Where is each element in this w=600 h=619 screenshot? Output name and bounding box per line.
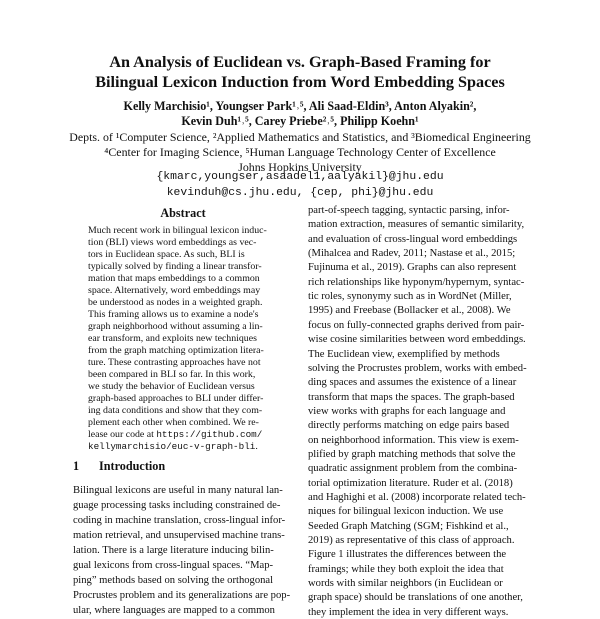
abstract-code-line: [88, 429, 278, 441]
body-line: they implement the idea in very different ways.: [308, 606, 509, 618]
abstract-line: we study the behavior of Euclidean versus: [88, 381, 255, 392]
abstract-line: ear transform, and exploits new techniques: [88, 333, 257, 344]
abstract-line: be understood as nodes in a weighted graph.: [88, 297, 263, 308]
body-line: niques for bilingual lexicon induction. We use: [308, 506, 504, 518]
abstract-line: Much recent work in bilingual lexicon induc-: [88, 225, 267, 236]
body-line: transform that maps the spaces. The graph-based: [308, 391, 515, 403]
body-line: focus on fully-connected graphs derived from pair-: [308, 319, 525, 331]
body-line: rich relationships like hyponym/hypernym, syntac-: [308, 276, 525, 288]
body-line: Bilingual lexicons are useful in many natural lan-: [73, 485, 283, 496]
abstract-line: plement each other when combined. We re-: [88, 417, 259, 428]
body-line: 2019) as representative of this class of approach.: [308, 535, 515, 547]
abstract-line: tion (BLI) views word embeddings as vec-: [88, 237, 257, 248]
body-line: lation. There is a large literature inducing bilin-: [73, 545, 274, 556]
abstract-line: space. Alternatively, word embeddings may: [88, 285, 261, 296]
body-line: torial optimization literature. Ruder et al. (2018): [308, 477, 513, 489]
body-line: (Mihalcea and Radev, 2011; Nastase et al., 2015;: [308, 248, 516, 260]
body-line: and evaluation of cross-lingual word embeddings: [308, 233, 518, 245]
body-line: plified by graph matching methods that solve the: [308, 448, 516, 460]
body-line: Fujinuma et al., 2019). Graphs can also represent: [308, 262, 517, 274]
affiliation-line-2: ⁴Center for Imaging Science, ⁵Human Language Technology Center of Excellence: [104, 145, 496, 159]
abstract-url-part-1[interactable]: https://github.com/: [156, 429, 263, 440]
body-line: tic roles, synonymy such as in WordNet (Miller,: [308, 291, 512, 303]
body-line: framings; while they both exploit the idea that: [308, 563, 504, 575]
author-line-1: Kelly Marchisio¹, Youngser Park¹˒⁵, Ali Saad-Eldin³, Anton Alyakin²,: [123, 99, 477, 113]
body-line: solving the Procrustes problem, works with embed-: [308, 362, 527, 374]
body-line: graph space) should be translations of one another,: [308, 592, 523, 604]
abstract-line-text: lease our code at: [88, 429, 154, 440]
affiliation-line-1: Depts. of ¹Computer Science, ²Applied Mathematics and Statistics, and ³Biomedical Engineering: [69, 130, 531, 144]
section-heading-introduction: [73, 459, 165, 474]
body-line: ding spaces and assumes the existence of a linear: [308, 377, 517, 389]
body-line: Seeded Graph Matching (SGM; Fishkind et al.,: [308, 520, 509, 532]
body-line: words with similar neighbors (in Euclidean or: [308, 578, 503, 590]
body-line: and Haghighi et al. (2008) incorporate related tech-: [308, 492, 526, 503]
body-line: mation retrieval, and unsupervised machine trans-: [73, 530, 285, 541]
body-line: coding in machine translation, cross-lingual infor-: [73, 515, 286, 526]
body-line: wise cosine similarities between word embeddings.: [308, 334, 526, 346]
body-line: ping” methods based on solving the orthogonal: [73, 575, 274, 586]
section-number: 1: [73, 459, 80, 473]
body-line: on neighborhood information. This view is exem-: [308, 434, 519, 446]
body-line: guage processing tasks including constrained de-: [73, 500, 281, 511]
abstract-url-part-2[interactable]: kellymarchisio/euc-v-graph-bli: [88, 441, 256, 452]
email-line-1: {kmarc,youngser,asaadel1,aalyakil}@jhu.edu: [156, 171, 444, 183]
email-line-2: kevinduh@cs.jhu.edu, {cep, phi}@jhu.edu: [166, 187, 434, 199]
abstract-line: This framing allows us to examine a node's: [88, 309, 259, 320]
author-line-2: Kevin Duh¹˒⁵, Carey Priebe²˒⁵, Philipp Koehn¹: [181, 114, 419, 128]
body-line: mation extraction, measures of semantic similarity,: [308, 219, 525, 231]
abstract-line: tors in Euclidean space. As such, BLI is: [88, 249, 245, 260]
body-line: Procrustes problem and its generalizations are pop-: [73, 590, 291, 601]
abstract-line: from the graph matching optimization litera-: [88, 345, 264, 356]
abstract-heading: Abstract: [160, 206, 206, 220]
abstract-line: typically solved by finding a linear transfor-: [88, 261, 262, 272]
paper-title-line-1: An Analysis of Euclidean vs. Graph-Based Framing for: [109, 53, 491, 71]
body-line: quadratic assignment problem from the combina-: [308, 463, 518, 475]
section-title: Introduction: [99, 459, 166, 473]
paper-title-line-2: Bilingual Lexicon Induction from Word Embedding Spaces: [95, 73, 505, 91]
abstract-line: graph neighborhood without assuming a lin-: [88, 321, 263, 332]
abstract-line: mation that maps embeddings to a common: [88, 273, 260, 284]
body-line: directly performs matching on edge pairs based: [308, 420, 510, 432]
body-line: ular, where languages are mapped to a common: [73, 605, 275, 616]
body-line: The Euclidean view, exemplified by methods: [308, 348, 500, 360]
abstract-line: ing data conditions and show that they com-: [88, 405, 263, 416]
body-line: part-of-speech tagging, syntactic parsing, infor-: [308, 205, 510, 216]
abstract-line: ture. These contrasting approaches have not: [88, 357, 261, 368]
body-line: Figure 1 illustrates the differences between the: [308, 549, 507, 561]
body-line: gual lexicons from cross-lingual spaces. “Map-: [73, 560, 274, 571]
abstract-line: graph-based approaches to BLI under differ-: [88, 393, 264, 404]
abstract-url-line: kellymarchisio/euc-v-graph-bli.: [88, 441, 258, 452]
abstract-line: been compared in BLI so far. In this work,: [88, 369, 256, 380]
body-line: view works with graphs for each language and: [308, 405, 506, 417]
body-line: 1995) and Freebase (Bollacker et al., 2008). We: [308, 305, 511, 317]
affiliation-line-3: Johns Hopkins University: [238, 160, 362, 174]
